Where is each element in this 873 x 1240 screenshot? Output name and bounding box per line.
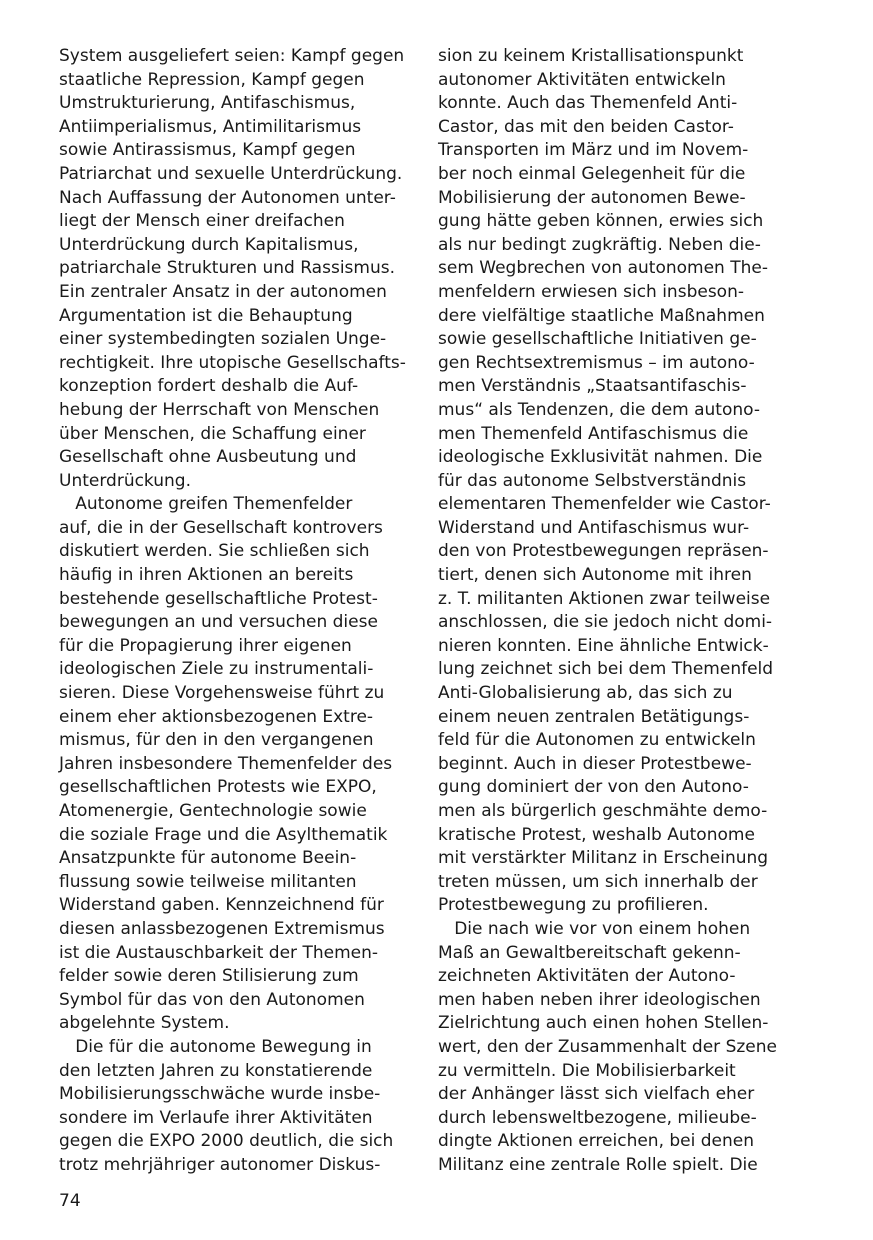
text-line: anschlossen, die sie jedoch nicht domi- bbox=[438, 612, 773, 633]
text-line: sowie Antirassismus, Kampf gegen bbox=[59, 140, 356, 161]
text-line: lung zeichnet sich bei dem Themenfeld bbox=[438, 659, 774, 680]
text-line: der Anhänger lässt sich vielfach eher bbox=[438, 1084, 755, 1105]
text-line: Anti-Globalisierung ab, das sich zu bbox=[438, 683, 733, 704]
text-line: trotz mehrjähriger autonomer Diskus- bbox=[59, 1154, 381, 1175]
text-line: menfeldern erwiesen sich insbeson- bbox=[438, 281, 744, 302]
text-line: Jahren insbesondere Themenfelder des bbox=[59, 753, 393, 774]
text-line: den von Protestbewegungen repräsen- bbox=[438, 541, 769, 562]
text-line: einem neuen zentralen Betätigungs- bbox=[438, 706, 750, 727]
text-line: feld für die Autonomen zu entwickeln bbox=[438, 730, 756, 751]
text-line: staatliche Repression, Kampf gegen bbox=[59, 69, 365, 90]
text-line: Gesellschaft ohne Ausbeutung und bbox=[59, 447, 357, 468]
text-line: mus“ als Tendenzen, die dem autono- bbox=[438, 399, 760, 420]
text-line: Symbol für das von den Autonomen bbox=[59, 989, 365, 1010]
text-line: men haben neben ihrer ideologischen bbox=[438, 989, 761, 1010]
text-line: konnte. Auch das Themenfeld Anti- bbox=[438, 93, 738, 114]
text-line: Protestbewegung zu profilieren. bbox=[438, 895, 709, 916]
text-line: hebung der Herrschaft von Menschen bbox=[59, 399, 380, 420]
text-line: konzeption fordert deshalb die Auf- bbox=[59, 376, 359, 397]
text-line: autonomer Aktivitäten entwickeln bbox=[438, 69, 726, 90]
text-line: für die Propagierung ihrer eigenen bbox=[59, 635, 352, 656]
text-line: ber noch einmal Gelegenheit für die bbox=[438, 163, 746, 184]
text-line: Zielrichtung auch einen hohen Stellen- bbox=[438, 1013, 769, 1034]
text-line: Die für die autonome Bewegung in bbox=[59, 1036, 372, 1057]
text-line: sieren. Diese Vorgehensweise führt zu bbox=[59, 683, 385, 704]
text-line: Mobilisierungsschwäche wurde insbe- bbox=[59, 1084, 381, 1105]
text-line: gegen die EXPO 2000 deutlich, die sich bbox=[59, 1131, 394, 1152]
text-line: men Themenfeld Antifaschismus die bbox=[438, 423, 749, 444]
text-line: diskutiert werden. Sie schließen sich bbox=[59, 541, 370, 562]
left-text-column bbox=[59, 45, 404, 1178]
text-line: bestehende gesellschaftliche Protest- bbox=[59, 588, 378, 609]
text-line: z. T. militanten Aktionen zwar teilweise bbox=[438, 588, 771, 609]
text-line: Maß an Gewaltbereitschaft gekenn- bbox=[438, 942, 741, 963]
text-line: als nur bedingt zugkräftig. Neben die- bbox=[438, 234, 761, 255]
text-line: ist die Austauschbarkeit der Themen- bbox=[59, 942, 378, 963]
text-line: sion zu keinem Kristallisationspunkt bbox=[438, 46, 744, 66]
text-line: dere vielfältige staatliche Maßnahmen bbox=[438, 305, 765, 326]
text-line: zeichneten Aktivitäten der Autono- bbox=[438, 966, 736, 987]
text-line: diesen anlassbezogenen Extremismus bbox=[59, 918, 385, 939]
text-line: dingte Aktionen erreichen, bei denen bbox=[438, 1131, 755, 1152]
text-line: einem eher aktionsbezogenen Extre- bbox=[59, 706, 374, 727]
text-line: sem Wegbrechen von autonomen The- bbox=[438, 258, 768, 279]
text-line: für das autonome Selbstverständnis bbox=[438, 470, 747, 491]
text-line: liegt der Mensch einer dreifachen bbox=[59, 211, 345, 232]
text-line: mit verstärkter Militanz in Erscheinung bbox=[438, 848, 769, 869]
text-line: häufig in ihren Aktionen an bereits bbox=[59, 565, 354, 586]
text-line: Umstrukturierung, Antifaschismus, bbox=[59, 93, 356, 114]
text-line: treten müssen, um sich innerhalb der bbox=[438, 871, 758, 892]
text-line: bewegungen an und versuchen diese bbox=[59, 612, 378, 633]
text-line: Castor, das mit den beiden Castor- bbox=[438, 116, 734, 137]
text-line: Widerstand und Antifaschismus wur- bbox=[438, 517, 750, 538]
text-line: die soziale Frage und die Asylthematik bbox=[59, 824, 388, 845]
text-line: Militanz eine zentrale Rolle spielt. Die bbox=[438, 1154, 758, 1175]
text-line: auf, die in der Gesellschaft kontrovers bbox=[59, 517, 383, 538]
text-line: Ansatzpunkte für autonome Beein- bbox=[59, 848, 357, 869]
text-line: sowie gesellschaftliche Initiativen ge- bbox=[438, 329, 757, 350]
text-line: gen Rechtsextremismus – im autono- bbox=[438, 352, 755, 373]
page-number: 74 bbox=[59, 1191, 81, 1211]
text-line: men als bürgerlich geschmähte demo- bbox=[438, 801, 768, 821]
text-line: nieren konnten. Eine ähnliche Entwick- bbox=[438, 635, 769, 656]
text-line: patriarchale Strukturen und Rassismus. bbox=[59, 258, 395, 279]
text-line: ideologischen Ziele zu instrumentali- bbox=[59, 659, 374, 680]
text-line: mismus, für den in den vergangenen bbox=[59, 730, 374, 751]
text-line: Argumentation ist die Behauptung bbox=[59, 305, 353, 326]
right-text-column bbox=[438, 45, 783, 1178]
text-line: Widerstand gaben. Kennzeichnend für bbox=[59, 895, 384, 916]
text-line: Unterdrückung durch Kapitalismus, bbox=[59, 234, 359, 255]
text-line: gung dominiert der von den Autono- bbox=[438, 777, 749, 798]
text-line: Transporten im März und im Novem- bbox=[438, 140, 749, 161]
text-line: gesellschaftlichen Protests wie EXPO, bbox=[59, 777, 377, 798]
text-line: durch lebensweltbezogene, milieube- bbox=[438, 1107, 757, 1128]
text-line: Unterdrückung. bbox=[59, 470, 191, 491]
text-line: rechtigkeit. Ihre utopische Gesellschafts- bbox=[59, 352, 406, 373]
text-line: sondere im Verlaufe ihrer Aktivitäten bbox=[59, 1107, 373, 1128]
text-line: gung hätte geben können, erwies sich bbox=[438, 211, 764, 232]
text-line: Mobilisierung der autonomen Bewe- bbox=[438, 187, 746, 208]
text-line: Patriarchat und sexuelle Unterdrückung. bbox=[59, 163, 403, 184]
text-line: Nach Auffassung der Autonomen unter- bbox=[59, 187, 396, 208]
text-line: den letzten Jahren zu konstatierende bbox=[59, 1060, 373, 1081]
text-line: flussung sowie teilweise militanten bbox=[59, 871, 357, 892]
text-line: über Menschen, die Schaffung einer bbox=[59, 423, 366, 444]
text-line: Atomenergie, Gentechnologie sowie bbox=[59, 801, 367, 821]
text-line: System ausgeliefert seien: Kampf gegen bbox=[59, 46, 405, 66]
text-line: men Verständnis „Staatsantifaschis- bbox=[438, 376, 747, 397]
text-line: wert, den der Zusammenhalt der Szene bbox=[438, 1036, 777, 1057]
text-line: kratische Protest, weshalb Autonome bbox=[438, 824, 755, 845]
text-line: tiert, denen sich Autonome mit ihren bbox=[438, 565, 752, 586]
text-line: abgelehnte System. bbox=[59, 1013, 230, 1034]
text-line: Die nach wie vor von einem hohen bbox=[438, 918, 751, 939]
text-line: ideologische Exklusivität nahmen. Die bbox=[438, 447, 763, 468]
text-line: Ein zentraler Ansatz in der autonomen bbox=[59, 281, 387, 302]
text-line: Autonome greifen Themenfelder bbox=[59, 494, 353, 515]
text-line: beginnt. Auch in dieser Protestbewe- bbox=[438, 753, 752, 774]
text-line: elementaren Themenfelder wie Castor- bbox=[438, 494, 771, 515]
text-line: felder sowie deren Stilisierung zum bbox=[59, 966, 359, 987]
text-line: einer systembedingten sozialen Unge- bbox=[59, 329, 387, 350]
text-line: Antiimperialismus, Antimilitarismus bbox=[59, 116, 362, 137]
text-line: zu vermitteln. Die Mobilisierbarkeit bbox=[438, 1060, 736, 1081]
